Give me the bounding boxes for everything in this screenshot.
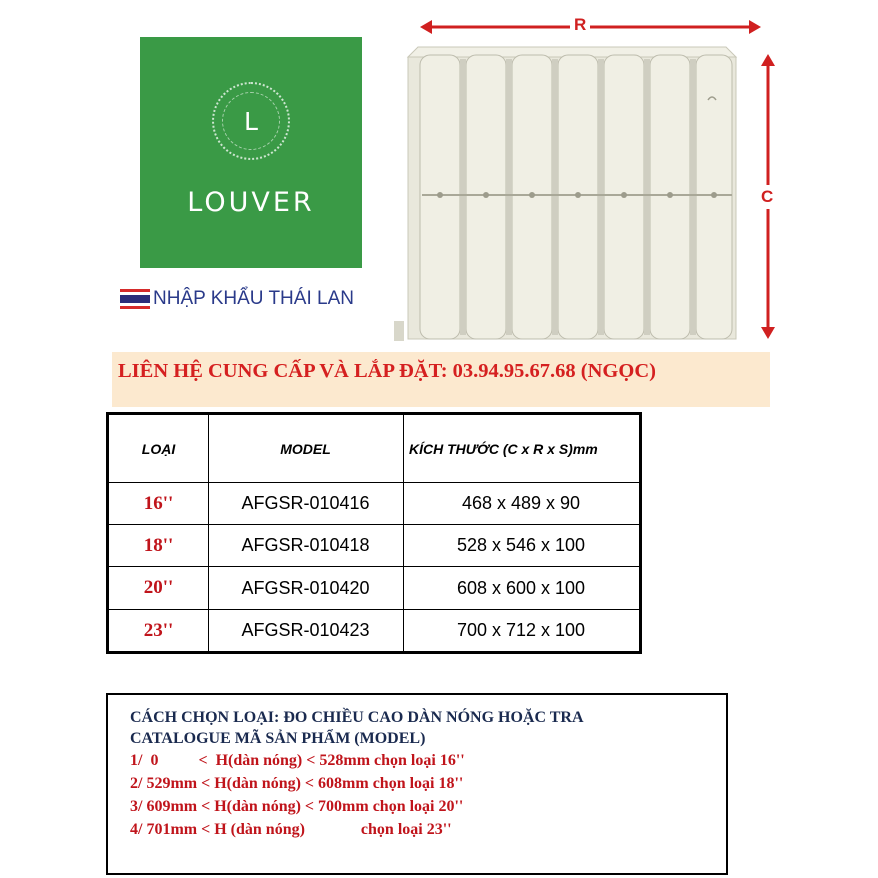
selection-guide bbox=[106, 693, 728, 875]
guide-heading-line2: CATALOGUE MÃ SẢN PHẨM (MODEL) bbox=[130, 730, 426, 747]
guide-option: 3/ 609mm < H(dàn nóng) < 700mm chọn loại 20'' bbox=[130, 798, 464, 815]
row-model: AFGSR-010416 bbox=[241, 493, 370, 513]
guide-option: 2/ 529mm < H(dàn nóng) < 608mm chọn loại 18'' bbox=[130, 775, 464, 792]
contact-banner bbox=[112, 352, 770, 407]
table-row bbox=[109, 482, 639, 524]
table-row bbox=[109, 609, 639, 651]
header-model: MODEL bbox=[280, 440, 331, 457]
arrow-left-icon bbox=[420, 20, 432, 34]
arrow-down-icon bbox=[761, 327, 775, 339]
height-label: C bbox=[760, 185, 774, 209]
arrow-right-icon bbox=[749, 20, 761, 34]
header-loai: LOẠI bbox=[141, 440, 176, 457]
spec-table bbox=[106, 412, 642, 654]
guide-option: 1/ 0 < H(dàn nóng) < 528mm chọn loại 16'' bbox=[130, 752, 465, 769]
column-divider bbox=[403, 415, 404, 651]
row-model: AFGSR-010418 bbox=[241, 535, 370, 555]
row-loai: 20'' bbox=[143, 577, 174, 598]
row-model: AFGSR-010420 bbox=[241, 577, 370, 598]
column-divider bbox=[208, 415, 209, 651]
row-size: 608 x 600 x 100 bbox=[456, 577, 586, 598]
table-row bbox=[109, 566, 639, 609]
row-loai: 16'' bbox=[143, 492, 174, 514]
row-size: 528 x 546 x 100 bbox=[456, 535, 586, 555]
logo-letter: L bbox=[244, 107, 258, 136]
guide-heading-line1: CÁCH CHỌN LOẠI: ĐO CHIỀU CAO DÀN NÓNG HOẶC TRA bbox=[130, 709, 584, 726]
table-row bbox=[109, 524, 639, 566]
arrow-up-icon bbox=[761, 54, 775, 66]
row-loai: 18'' bbox=[143, 534, 174, 556]
row-size: 468 x 489 x 90 bbox=[461, 493, 581, 513]
row-size: 700 x 712 x 100 bbox=[456, 620, 586, 640]
header-size: KÍCH THƯỚC (C x R x S)mm bbox=[409, 440, 598, 457]
table-header-row bbox=[109, 415, 639, 482]
row-model: AFGSR-010423 bbox=[241, 620, 370, 640]
import-text: NHẬP KHẨU THÁI LAN bbox=[153, 288, 354, 309]
logo-wordmark: LOUVER bbox=[187, 187, 315, 218]
guide-option: 4/ 701mm < H (dàn nóng) chọn loại 23'' bbox=[130, 821, 452, 838]
row-loai: 23'' bbox=[143, 619, 174, 641]
width-label: R bbox=[570, 15, 590, 35]
contact-text: LIÊN HỆ CUNG CẤP VÀ LẮP ĐẶT: 03.94.95.67.68 (NGỌC) bbox=[118, 360, 656, 382]
